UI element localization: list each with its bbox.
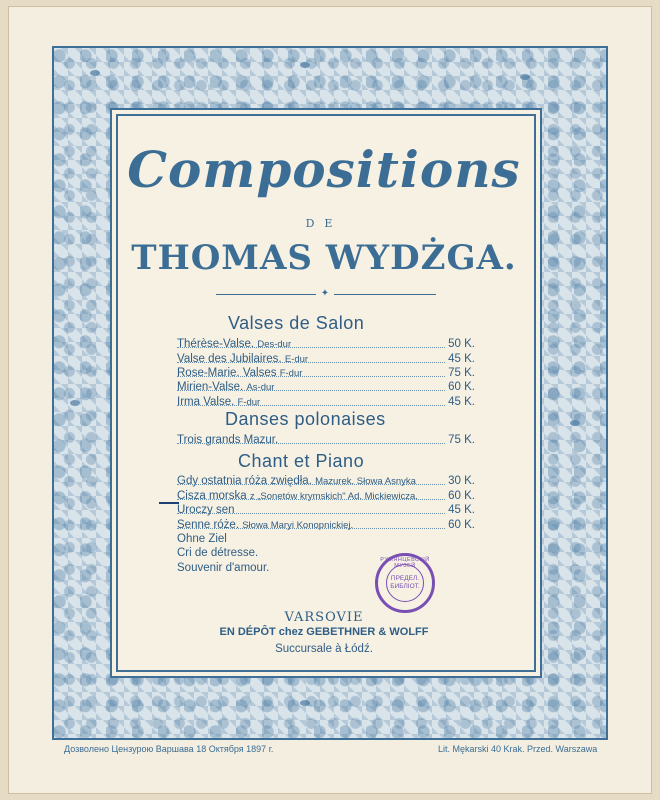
pen-mark bbox=[159, 502, 179, 504]
list-item: Irma Valse. F-dur 45 K. bbox=[177, 396, 475, 408]
publisher-depot: EN DÉPÔT chez GEBETHNER & WOLFF bbox=[219, 626, 429, 638]
list-item: Valse des Jubilaires. E-dur 45 K. bbox=[177, 353, 475, 365]
rule-ornament-icon: ✦ bbox=[316, 289, 334, 299]
leaf-ornament bbox=[570, 420, 580, 426]
library-stamp: РУМЯНЦЕВСКІЙ МУЗЕЙ ПРЕДЕЛ. БИБЛІОТ. bbox=[375, 553, 435, 613]
page-title: Compositions bbox=[127, 140, 521, 199]
list-item: Gdy ostatnia róża zwiędła. Mazurek. Słowa Asnyka 30 K. bbox=[177, 475, 475, 487]
leaf-ornament bbox=[520, 74, 530, 80]
composer-name: THOMAS WYDŻGA. bbox=[131, 238, 517, 278]
list-item: Cri de détresse. bbox=[177, 547, 259, 559]
list-item: Trois grands Mazur. 75 K. bbox=[177, 434, 475, 446]
leaf-ornament bbox=[300, 62, 310, 68]
leaf-ornament bbox=[300, 700, 310, 706]
section-heading-valses: Valses de Salon bbox=[228, 313, 365, 333]
list-item: Senne róże. Słowa Maryi Konopnickiej. 60 K. bbox=[177, 519, 475, 531]
section-heading-chant: Chant et Piano bbox=[238, 451, 365, 471]
lithographer-note: Lit. Mękarski 40 Krak. Przed. Warszawa bbox=[438, 744, 598, 754]
leaf-ornament bbox=[90, 70, 100, 76]
list-item: Ohne Ziel bbox=[177, 533, 227, 545]
list-item: Thérèse-Valse. Des-dur 50 K. bbox=[177, 338, 475, 350]
publisher-city: VARSOVIE bbox=[284, 610, 364, 625]
section-heading-danses: Danses polonaises bbox=[225, 409, 386, 429]
list-item: Uroczy sen 45 K. bbox=[177, 504, 475, 516]
list-item: Mirien-Valse. As-dur 60 K. bbox=[177, 381, 475, 393]
leaf-ornament bbox=[70, 400, 80, 406]
list-item: Rose-Marie. Valses F-dur 75 K. bbox=[177, 367, 475, 379]
publisher-branch: Succursale à Łódź. bbox=[275, 643, 373, 655]
censorship-note: Дозволено Цензурою Варшава 18 Октября 1897 г. bbox=[64, 744, 274, 754]
title-de: DE bbox=[305, 217, 343, 230]
list-item: Cisza morska z „Sonetów krymskich" Ad. Mickiewicza. 60 K. bbox=[177, 490, 475, 502]
stamp-center: ПРЕДЕЛ. БИБЛІОТ. bbox=[386, 564, 424, 602]
list-item: Souvenir d'amour. bbox=[177, 562, 270, 574]
